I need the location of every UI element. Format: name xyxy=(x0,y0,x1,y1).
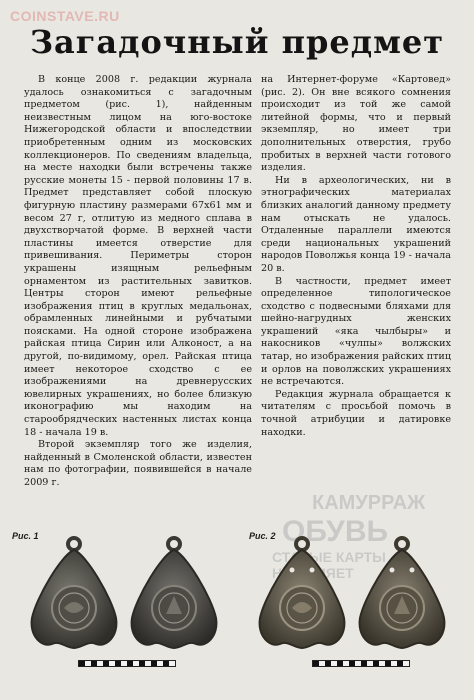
left-column xyxy=(24,74,252,490)
paragraph: Редакция журнала обращается к читателям с просьбой помочь в точной атрибуции и датировке находки. xyxy=(261,388,451,438)
paragraph: В частности, предмет имеет определенное типологическое сходство с подвесными бляхами для шейно-нагрудных женских украшений «яка чылбыры» и накосников «чулпы» волжских татар, но изображения райских птиц и орлов на поволжских украшениях не встречаются. xyxy=(261,275,451,388)
watermark: COINSTAVE.RU xyxy=(10,8,120,24)
pendant-image xyxy=(252,536,352,654)
article-title: Загадочный предмет xyxy=(29,23,445,61)
scale-ruler xyxy=(78,660,176,667)
right-column xyxy=(261,74,451,439)
figure-label: Рис. 1 xyxy=(12,531,39,541)
show-through-text: КАМУРРАЖ ОБУВЬ СТАРЫЕ КАРТЫ ВЛИЯЕТ xyxy=(272,492,426,581)
paragraph: Второй экземпляр того же изделия, найденный в Смоленской области, известен нам по фотографии, появившейся в начале 2009 г. xyxy=(24,439,252,488)
scale-ruler xyxy=(312,660,410,667)
pendant-image xyxy=(124,536,224,654)
pendant-image xyxy=(24,536,124,654)
paragraph: В конце 2008 г. редакции журнала удалось ознакомиться с загадочным предметом (рис. 1), найденным неизвестным лицом на юго-востоке Нижегородской области и впоследствии приобретенным одним из московских коллекционеров. По сведениям владельца, на месте находки были встречены также русские монеты 15 - первой половины 17 в. Предмет представляет собой плоскую фигурную пластину размерами 67х61 мм и весом 27 г, отлитую из медного сплава в двухстворчатой форме. В верхней части пластины имеется отверстие для привешивания. Периметры сторон украшены изящным рельефным орнаментом из растительных завитков. Центры сторон имеют рельефные изображения птиц в круглых медальонах, обрамленных линейными и рубчатыми поясками. На одной стороне изображена райская птица Сирин или Алконост, а на другой, по-видимому, орел. Райская птица имеет некоторое сходство с ее изображениями на древнерусских ювелирных украшениях, но более близкую иконографию мы находим на старообрядческих настенных листах конца 18 - начала 19 в. xyxy=(24,74,252,438)
pendant-image xyxy=(352,536,452,654)
paragraph: на Интернет-форуме «Картовед» (рис. 2). Он вне всякого сомнения происходит из той же самой литейной формы, что и первый экземпляр, но имеет три дополнительных отверстия, грубо пробитых в верхней части готового изделия. xyxy=(261,74,451,174)
paragraph: Ни в археологических, ни в этнографических материалах близких аналогий данному предмету нам отыскать не удалось. Отдаленные параллели имеются среди национальных украшений народов Поволжья конца 19 - начала 20 в. xyxy=(261,174,451,274)
figure-label: Рис. 2 xyxy=(249,531,276,541)
